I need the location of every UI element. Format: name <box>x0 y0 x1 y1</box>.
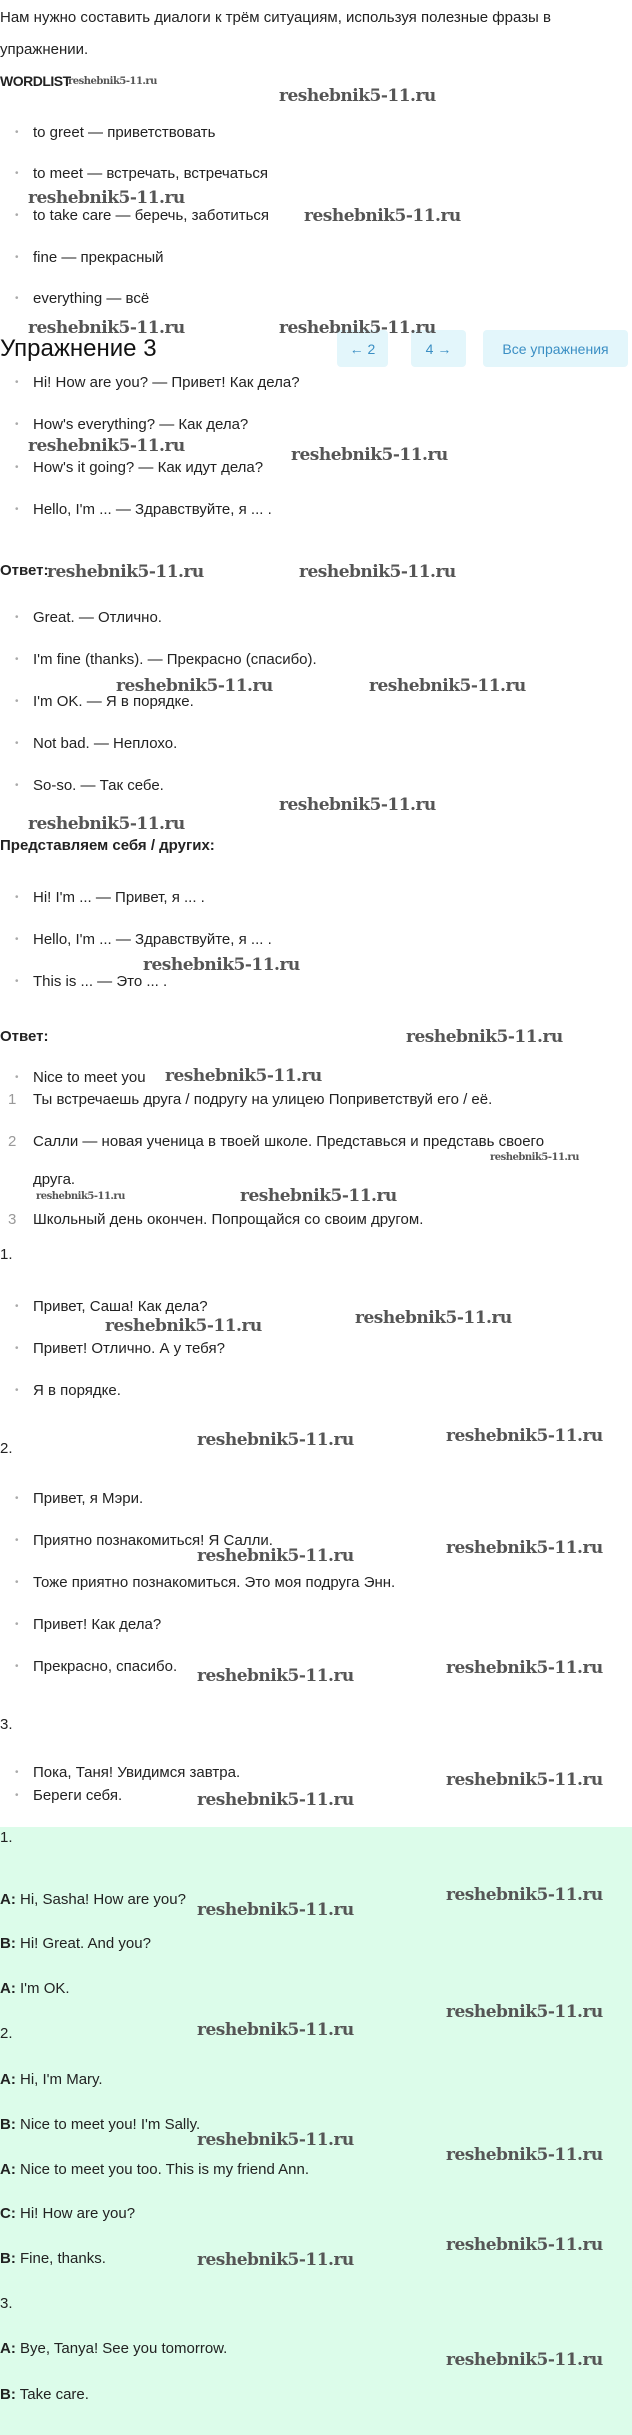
dialogue-text: Hi! How are you? <box>20 2205 136 2222</box>
watermark: reshebnik5-11.ru <box>446 2002 603 2022</box>
intro-text: Нам нужно составить диалоги к трём ситуациям, используя полезные фразы в <box>0 9 551 26</box>
watermark: reshebnik5-11.ru <box>291 445 448 465</box>
item-number: 1 <box>8 1091 17 1108</box>
speaker-label: A: <box>0 2340 16 2357</box>
item-text: Привет, Саша! Как дела? <box>33 1298 208 1315</box>
item-text: Школьный день окончен. Попрощайся со своим другом. <box>33 1211 424 1228</box>
item-text: How's everything? — Как дела? <box>33 416 249 433</box>
item-text: to meet — встречать, встречаться <box>33 165 269 182</box>
watermark: reshebnik5-11.ru <box>197 1666 354 1686</box>
dialogue-line <box>0 2340 227 2358</box>
watermark: reshebnik5-11.ru <box>299 562 456 582</box>
watermark: reshebnik5-11.ru <box>355 1308 512 1328</box>
answer-number: 3. <box>0 2295 13 2312</box>
item-text: Great. — Отлично. <box>33 609 162 626</box>
item-number: 3 <box>8 1211 17 1228</box>
watermark: reshebnik5-11.ru <box>197 2250 354 2270</box>
item-text: to greet — приветствовать <box>33 124 216 141</box>
item-text: Not bad. — Неплохо. <box>33 735 178 752</box>
item-text: Привет! Отлично. А у тебя? <box>33 1340 225 1357</box>
watermark: reshebnik5-11.ru <box>28 436 185 456</box>
item-text: Привет! Как дела? <box>33 1616 162 1633</box>
watermark: reshebnik5-11.ru <box>165 1066 322 1086</box>
watermark: reshebnik5-11.ru <box>446 1885 603 1905</box>
dialogue-text: Fine, thanks. <box>20 2250 106 2267</box>
speaker-label: A: <box>0 1980 16 1997</box>
watermark: reshebnik5-11.ru <box>304 206 461 226</box>
speaker-label: A: <box>0 2071 16 2088</box>
watermark: reshebnik5-11.ru <box>28 318 185 338</box>
watermark: reshebnik5-11.ru <box>197 2020 354 2040</box>
watermark: reshebnik5-11.ru <box>197 1546 354 1566</box>
watermark: reshebnik5-11.ru <box>279 318 436 338</box>
dialogue-text: Take care. <box>19 2386 89 2403</box>
watermark: reshebnik5-11.ru <box>143 955 300 975</box>
speaker-label: B: <box>0 2250 16 2267</box>
watermark: reshebnik5-11.ru <box>446 1426 603 1446</box>
wordlist-title: WORDLIST <box>0 73 71 89</box>
speaker-label: B: <box>0 2386 16 2403</box>
watermark: reshebnik5-11.ru <box>28 188 185 208</box>
item-text: I'm fine (thanks). — Прекрасно (спасибо). <box>33 651 317 668</box>
answer-number: 3. <box>0 1716 13 1733</box>
answer-label: Ответ: <box>0 1028 49 1045</box>
watermark: reshebnik5-11.ru <box>490 1152 579 1163</box>
dialogue-text: Hi! Great. And you? <box>20 1935 151 1952</box>
watermark: reshebnik5-11.ru <box>116 676 273 696</box>
watermark: reshebnik5-11.ru <box>105 1316 262 1336</box>
speaker-label: B: <box>0 2116 16 2133</box>
watermark: reshebnik5-11.ru <box>279 795 436 815</box>
answer-label: Ответ: <box>0 562 49 579</box>
speaker-label: A: <box>0 1891 16 1908</box>
watermark: reshebnik5-11.ru <box>197 1790 354 1810</box>
item-text: Приятно познакомиться! Я Салли. <box>33 1532 273 1549</box>
watermark: reshebnik5-11.ru <box>446 1538 603 1558</box>
watermark: reshebnik5-11.ru <box>446 2145 603 2165</box>
dialogue-line <box>0 2071 103 2089</box>
item-text: Привет, я Мэри. <box>33 1490 144 1507</box>
dialogue-text: Hi, I'm Mary. <box>20 2071 103 2088</box>
dialogue-line <box>0 2161 309 2179</box>
item-number: 2 <box>8 1133 17 1150</box>
watermark: reshebnik5-11.ru <box>197 2130 354 2150</box>
speaker-label: A: <box>0 2161 16 2178</box>
dialogue-line <box>0 2116 200 2134</box>
watermark: reshebnik5-11.ru <box>446 1658 603 1678</box>
watermark: reshebnik5-11.ru <box>279 86 436 106</box>
item-text: fine — прекрасный <box>33 249 164 266</box>
item-text: Ты встречаешь друга / подругу на улицею Поприветствуй его / её. <box>33 1091 493 1108</box>
watermark: reshebnik5-11.ru <box>28 814 185 834</box>
watermark: reshebnik5-11.ru <box>197 1430 354 1450</box>
item-text: So-so. — Так себе. <box>33 777 164 794</box>
item-text: друга. <box>33 1171 76 1188</box>
item-text: Я в порядке. <box>33 1382 121 1399</box>
item-text: Береги себя. <box>33 1787 123 1804</box>
watermark: reshebnik5-11.ru <box>446 2235 603 2255</box>
dialogue-line <box>0 2205 135 2223</box>
section-heading: Представляем себя / других: <box>0 837 215 854</box>
dialogue-line <box>0 2250 106 2268</box>
item-text: I'm OK. — Я в порядке. <box>33 693 194 710</box>
dialogue-text: Nice to meet you! I'm Sally. <box>20 2116 201 2133</box>
item-text: Hello, I'm ... — Здравствуйте, я ... . <box>33 931 272 948</box>
speaker-label: B: <box>0 1935 16 1952</box>
speaker-label: C: <box>0 2205 16 2222</box>
item-text: everything — всё <box>33 290 150 307</box>
answer-number: 1. <box>0 1246 13 1263</box>
watermark: reshebnik5-11.ru <box>197 1900 354 1920</box>
item-text: Салли — новая ученица в твоей школе. Представься и представь своего <box>33 1133 545 1150</box>
watermark: reshebnik5-11.ru <box>369 676 526 696</box>
item-text: Прекрасно, спасибо. <box>33 1658 178 1675</box>
watermark: reshebnik5-11.ru <box>68 76 157 87</box>
all-exercises-button[interactable]: Все упражнения <box>483 330 628 367</box>
dialogue-text: Hi, Sasha! How are you? <box>20 1891 186 1908</box>
intro-text: упражнении. <box>0 41 89 58</box>
dialogue-text: Bye, Tanya! See you tomorrow. <box>20 2340 228 2357</box>
dialogue-line <box>0 1980 70 1998</box>
dialogue-line <box>0 2386 89 2404</box>
item-text: Hello, I'm ... — Здравствуйте, я ... . <box>33 501 272 518</box>
dialogue-line <box>0 1935 151 1953</box>
watermark: reshebnik5-11.ru <box>406 1027 563 1047</box>
answer-number: 1. <box>0 1829 13 1846</box>
item-text: Hi! How are you? — Привет! Как дела? <box>33 374 300 391</box>
item-text: How's it going? — Как идут дела? <box>33 459 264 476</box>
item-text: Nice to meet you <box>33 1069 146 1086</box>
page-title: Упражнение 3 <box>0 335 157 362</box>
watermark: reshebnik5-11.ru <box>36 1191 125 1202</box>
item-text: Тоже приятно познакомиться. Это моя подруга Энн. <box>33 1574 396 1591</box>
watermark: reshebnik5-11.ru <box>446 2350 603 2370</box>
next-exercise-button[interactable]: 4 → <box>411 330 466 367</box>
item-text: This is ... — Это ... . <box>33 973 168 990</box>
dialogue-text: Nice to meet you too. This is my friend Ann. <box>20 2161 310 2178</box>
dialogue-line <box>0 1891 186 1909</box>
watermark: reshebnik5-11.ru <box>240 1186 397 1206</box>
item-text: Пока, Таня! Увидимся завтра. <box>33 1764 241 1781</box>
watermark: reshebnik5-11.ru <box>47 562 204 582</box>
watermark: reshebnik5-11.ru <box>446 1770 603 1790</box>
item-text: Hi! I'm ... — Привет, я ... . <box>33 889 205 906</box>
dialogue-text: I'm OK. <box>20 1980 70 1997</box>
item-text: to take care — беречь, заботиться <box>33 207 270 224</box>
prev-exercise-button[interactable]: ← 2 <box>337 330 388 367</box>
answer-number: 2. <box>0 2025 13 2042</box>
answer-number: 2. <box>0 1440 13 1457</box>
